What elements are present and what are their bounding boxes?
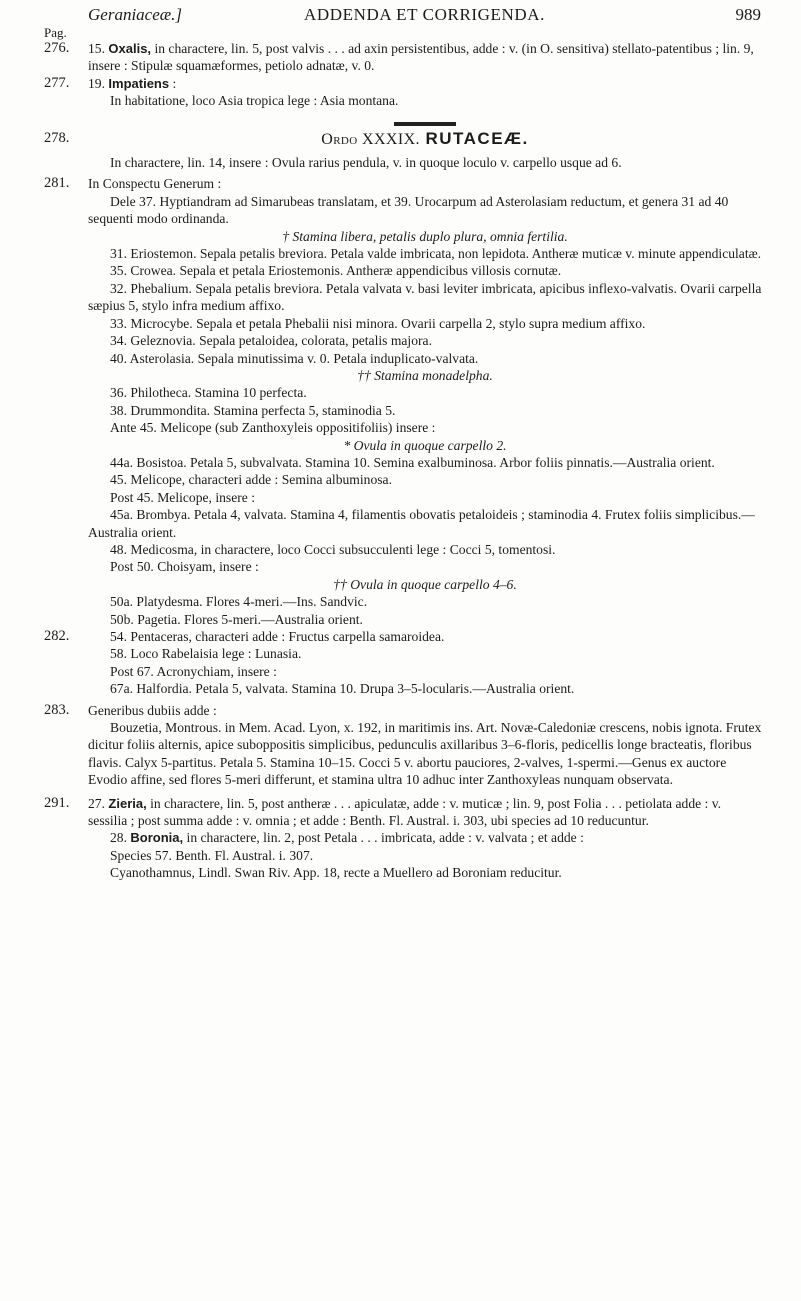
order-name: RUTACEÆ. [425,128,529,148]
genus-name: Boronia, [130,830,184,846]
genus-entry: 35. Crowea. Sepala et petala Eriostemonis. Antheræ appendicibus villosis cornutæ. [110,263,562,279]
entry-282 [44,628,762,698]
punctuation: : [172,75,177,91]
section-rule [394,122,456,126]
order-label: Ordo XXXIX. [321,130,420,148]
genus-name: Impatiens [108,75,170,91]
subheading: In Conspectu Generum : [88,176,222,192]
genus-entry: 44a. Bosistoa. Petala 5, subvalvata. Stamina 10. Semina exalbuminosa. Arbor foliis pinnatis.—Australia orient. [110,454,715,470]
genus-entry: 38. Drummondita. Stamina perfecta 5, staminodia 5. [110,402,396,418]
paragraph: Species 57. Benth. Fl. Austral. i. 307. [110,847,314,863]
entry-276 [44,40,762,75]
genus-entry: 50a. Platydesma. Flores 4-meri.—Ins. Sandvic. [110,594,368,610]
paragraph: Post 45. Melicope, insere : [110,489,255,505]
header-title: ADDENDA ET CORRIGENDA. [304,5,545,24]
group-heading: †† Ovula in quoque carpello 4–6. [333,576,517,592]
genus-entry: 45. Melicope, characteri adde : Semina albuminosa. [110,472,392,488]
genus-entry: 50b. Pagetia. Flores 5-meri.—Australia orient. [110,611,363,627]
genus-entry: 31. Eriostemon. Sepala petalis breviora. Petala valde imbricata, non lepidota. Antheræ muticæ v. minute appendiculatæ. [110,246,762,262]
entry-281 [44,175,762,628]
entry-text: in charactere, lin. 5, post antheræ . . . apiculatæ, adde : v. muticæ ; lin. 9, post Folia . . . petiolata adde : v. sessilia ; post summa adde : v. omnia ; et adde : Benth. Fl. Austral. i. 303, ubi species ad 10 reducuntur. [88,795,722,829]
entry-278 [44,130,762,172]
item-number: 19. [88,75,105,91]
genus-entry: 67a. Halfordia. Petala 5, valvata. Stamina 10. Drupa 3–5-locularis.—Australia orient. [110,681,575,697]
paragraph: Ante 45. Melicope (sub Zanthoxyleis oppositifoliis) insere : [110,420,436,436]
entry-283 [44,702,762,789]
document-body [44,40,762,882]
genus-entry: 33. Microcybe. Sepala et petala Phebalii nisi minora. Ovarii carpella 2, stylo supra medium affixo. [110,315,646,331]
page-ref: 276. [44,40,70,56]
entry-291 [44,795,762,882]
group-heading: * Ovula in quoque carpello 2. [343,437,507,453]
page-number: 989 [735,5,761,24]
entry-277 [44,75,762,110]
genus-entry: 34. Geleznovia. Sepala petaloidea, colorata, petalis majora. [110,333,432,349]
paragraph: Cyanothamnus, Lindl. Swan Riv. App. 18, recte a Muellero ad Boroniam reducitur. [110,865,562,881]
page-ref: 281. [44,175,70,192]
entry-text: in charactere, lin. 5, post valvis . . . ad axin persistentibus, adde : v. (in O. sensitiva) stellato-patentibus ; lin. 9, insere : Stipulæ squamæformes, petiolo adnatæ, v. 0. [88,41,754,74]
item-number: 15. [88,41,105,56]
subheading: Generibus dubiis adde : [88,702,217,718]
genus-entry: 32. Phebalium. Sepala petalis breviora. Petala valvata v. basi leviter imbricata, apicibus inflexo-valvatis. Ovarii carpella sæpius 5, stylo infra medium affixo. [88,280,762,314]
genus-entry: 54. Pentaceras, characteri adde : Fructus carpella samaroidea. [110,629,445,644]
paragraph: In charactere, lin. 14, insere : Ovula rarius pendula, v. in quoque loculo v. carpello usque ad 6. [110,155,622,171]
paragraph [88,829,762,846]
group-heading: †† Stamina monadelpha. [357,367,493,383]
paragraph: Bouzetia, Montrous. in Mem. Acad. Lyon, x. 192, in maritimis ins. Art. Novæ-Caledoniæ crescens, nobis ignota. Frutex dicitur foliis alternis, apice suboppositis simplicibus, pedunculis axillaribus 3–6-floris, pedicellis longe bracteatis, floribus flavis. Calyx 5-partitus. Petala 5. Stamina 10–15. Cocci 5 v. abortu pauciores, 2-valves, 1-spermi.—Genus ex auctore Evodio affine, sed flores 5-meri differunt, et stamina ultra 10 adhuc inter Zanthoxyleas nunquam observata. [88,720,762,788]
paragraph: In habitatione, loco Asia tropica lege : Asia montana. [110,93,399,109]
page-ref: 291. [44,794,70,811]
item-number: 28. [110,830,127,846]
entry-text: in charactere, lin. 2, post Petala . . . imbricata, adde : v. valvata ; et adde : [186,830,584,846]
paragraph: Post 67. Acronychiam, insere : [110,663,277,679]
genus-entry: 40. Asterolasia. Sepala minutissima v. 0. Petala induplicato-valvata. [110,350,479,366]
genus-name: Oxalis, [108,41,152,56]
paragraph: Post 50. Choisyam, insere : [110,559,259,575]
pag-label: Pag. [44,25,67,40]
page-ref: 278. [44,129,70,146]
genus-entry: 45a. Brombya. Petala 4, valvata. Stamina 4, filamentis obovatis petaloideis ; staminodia 4. Frutex foliis simplicibus.—Australia orient. [88,507,755,540]
paragraph [88,40,762,75]
header-section: Geraniaceæ.] [88,5,182,24]
paragraph [88,795,762,830]
genus-entry: 36. Philotheca. Stamina 10 perfecta. [110,385,307,401]
genus-entry: 58. Loco Rabelaisia lege : Lunasia. [110,646,302,662]
group-heading: † Stamina libera, petalis duplo plura, omnia fertilia. [282,228,568,244]
paragraph: Dele 37. Hyptiandram ad Simarubeas translatam, et 39. Urocarpum ad Asterolasiam reductum, et genera 31 ad 40 sequenti modo ordinanda. [88,193,729,227]
genus-name: Zieria, [108,795,147,811]
order-heading [88,130,762,148]
page-ref: 277. [44,74,70,91]
page-ref: 283. [44,701,70,718]
genus-entry: 48. Medicosma, in charactere, loco Cocci subsucculenti lege : Cocci 5, tomentosi. [110,541,556,557]
page-ref: 282. [44,628,70,644]
paragraph [88,75,762,92]
item-number: 27. [88,795,105,811]
running-header [88,6,761,28]
